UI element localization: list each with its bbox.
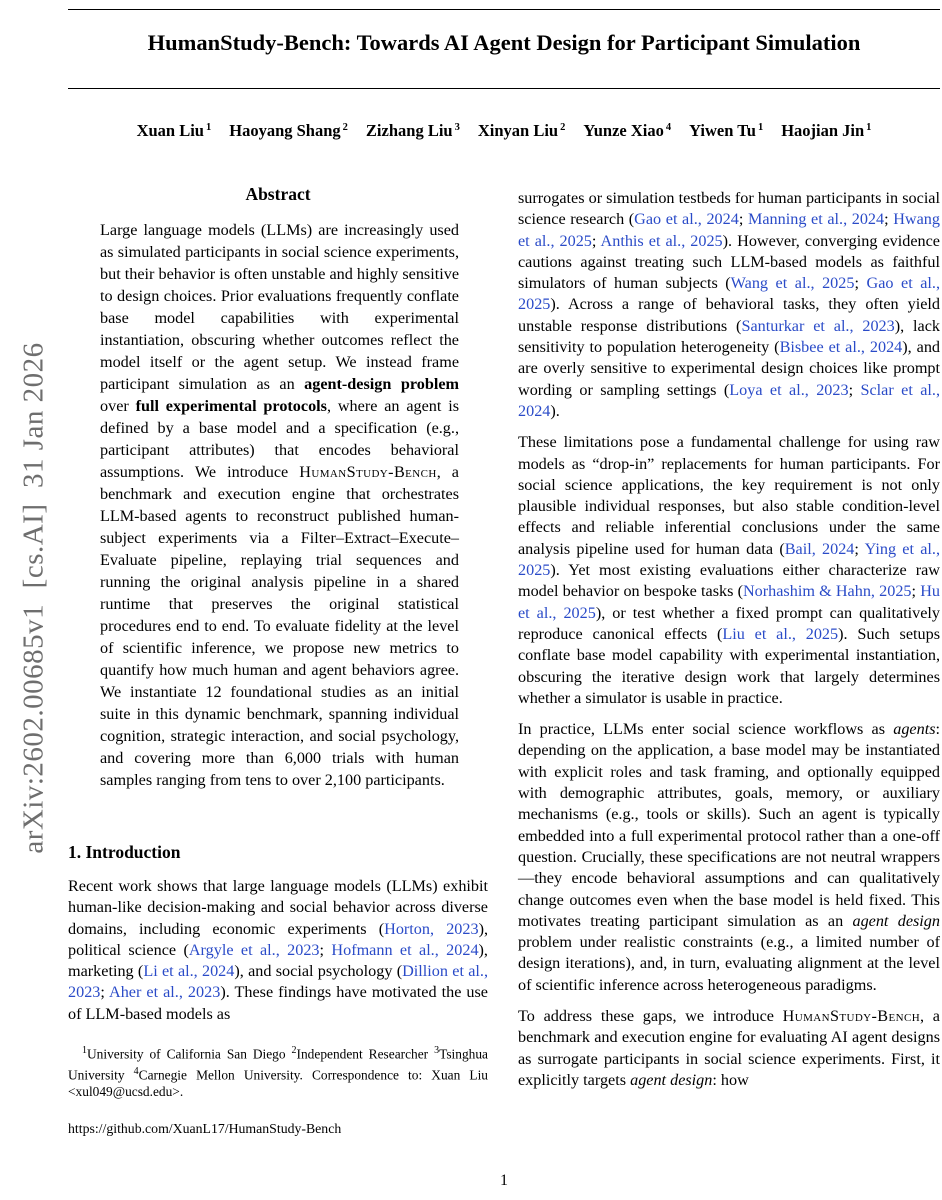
citation-link[interactable]: Hwang et al., 2025 (518, 210, 940, 250)
bold-text: full experimental protocols (135, 397, 327, 415)
author-affiliation-marker: 1 (866, 121, 872, 133)
author-name: Yunze Xiao (583, 121, 664, 140)
author-name: Xinyan Liu (477, 121, 559, 140)
author (689, 121, 763, 140)
citation-link[interactable]: Argyle et al., 2023 (188, 940, 320, 959)
citation-link[interactable]: Anthis et al., 2025 (600, 231, 723, 250)
citation-link[interactable]: Wang et al., 2025 (730, 274, 855, 293)
author-name: Zizhang Liu (365, 121, 453, 140)
author-affiliation-marker: 4 (665, 121, 672, 133)
bold-text: agent-design problem (304, 375, 459, 393)
footnote-marker: 4 (133, 1065, 139, 1077)
citation-link[interactable]: Santurkar et al., 2023 (741, 316, 895, 335)
author-name: Haojian Jin (781, 121, 865, 140)
author (781, 121, 871, 140)
github-link[interactable]: https://github.com/XuanL17/HumanStudy-Bench (68, 1121, 342, 1137)
abstract-text: Large language models (LLMs) are increasingly used as simulated participants in social science experiments, but their behavior is often unstable and highly sensitive to design choices. Prior evaluations frequently conflate base model capabilities with experimental instantiation, obscuring whether outcomes reflect the model itself or the agent setup. We instead frame participant simulation as an agent-design problem over full experimental protocols, where an agent is defined by a base model and a specification (e.g., participant attributes) that encodes behavioral assumptions. We introduce HumanStudy-Bench, a benchmark and execution engine that orchestrates LLM-based agents to reconstruct published human-subject experiments via a Filter–Extract–Execute–Evaluate pipeline, replaying trial sequences and running the original analysis pipeline in a shared runtime that preserves the original statistical procedures end to end. To evaluate fidelity at the level of scientific inference, we propose new metrics to quantify how much human and agent behaviors agree. We instantiate 12 foundational studies as an initial suite in this dynamic benchmark, spanning individual cognition, strategic interaction, and social psychology, and covering more than 6,000 trials with human samples ranging from tens to over 2,100 participants. (100, 221, 459, 789)
page-number: 1 (500, 1172, 508, 1189)
title-rule-top (68, 9, 940, 10)
author-affiliation-marker: 1 (757, 121, 764, 133)
italic-text: agents (893, 720, 936, 739)
paper-title: HumanStudy-Bench: Towards AI Agent Design for Participant Simulation (147, 30, 861, 55)
smallcaps-text: HumanStudy-Bench (299, 463, 437, 481)
smallcaps-text: HumanStudy-Bench (782, 1006, 921, 1025)
paragraph-agents: In practice, LLMs enter social science workflows as agents: depending on the application, a base model may be instantiated with explicit roles and task framing, and optionally equipped with demographic attributes, goals, memory, or auxiliary mechanisms (e.g., tools or skills). Such an agent is typically embedded into a full experimental protocol rather than a one-off question. Crucially, these specifications are not neutral wrappers—they encode behavioral assumptions and can qualitatively change outcomes even when the base model is held fixed. This motivates treating participant simulation as an agent design problem under realistic constraints (e.g., a limited number of design iterations), and, in turn, evaluating alignment at the level of scientific inference across heterogeneous paradigms. (518, 720, 940, 994)
citation-link[interactable]: Loya et al., 2023 (729, 380, 849, 399)
author-list (68, 121, 940, 141)
footnote-affiliations: $^1$University of California San Diego $^2$Independent Researcher $^3$Tsinghua University $^4$Carnegie Mellon University. Correspondence to: Xuan Liu <xul049@ucsd.edu>. (68, 1045, 488, 1100)
citation-link[interactable]: Horton, 2023 (384, 919, 479, 938)
arxiv-watermark: arXiv:2602.00685v1 [cs.AI] 31 Jan 2026 (17, 342, 50, 854)
citation-link[interactable]: Li et al., 2024 (143, 962, 235, 981)
author-name: Xuan Liu (136, 121, 204, 140)
citation-link[interactable]: Gao et al., 2024 (634, 210, 739, 229)
citation-link[interactable]: Bisbee et al., 2024 (779, 338, 903, 357)
author-affiliation-marker: 2 (342, 121, 348, 133)
citation-link[interactable]: Liu et al., 2025 (722, 624, 839, 643)
footnote-marker: 2 (291, 1045, 297, 1057)
author (229, 121, 348, 140)
italic-text: agent design (630, 1070, 713, 1089)
abstract-heading: Abstract (245, 184, 311, 204)
citation-link[interactable]: Norhashim & Hahn, 2025 (742, 582, 912, 601)
citation-link[interactable]: Hu et al., 2025 (518, 582, 941, 622)
author (137, 121, 212, 140)
citation-link[interactable]: Dillion et al., 2023 (68, 962, 488, 1002)
right-column (518, 188, 940, 1101)
author-affiliation-marker: 3 (454, 121, 460, 133)
citation-link[interactable]: Gao et al., 2025 (518, 274, 941, 314)
citation-link[interactable]: Manning et al., 2024 (747, 210, 885, 229)
author-name: Haoyang Shang (229, 121, 341, 140)
author-affiliation-marker: 2 (560, 121, 566, 133)
paragraph-surrogates: surrogates or simulation testbeds for human participants in social science research (Gao et al., 2024; Manning et al., 2024; Hwang et al., 2025; Anthis et al., 2025). However, converging evidence cautions against treating such LLM-based models as faithful simulators of human subjects (Wang et al., 2025; Gao et al., 2025). Across a range of behavioral tasks, they often yield unstable response distributions (Santurkar et al., 2023), lack sensitivity to population heterogeneity (Bisbee et al., 2024), and are overly sensitive to experimental design choices like prompt wording or sampling settings (Loya et al., 2023; Sclar et al., 2024). (518, 189, 941, 420)
intro-paragraph: Recent work shows that large language models (LLMs) exhibit human-like decision-making and social behavior across diverse domains, including economic experiments (Horton, 2023), political science (Argyle et al., 2023; Hofmann et al., 2024), marketing (Li et al., 2024), and social psychology (Dillion et al., 2023; Aher et al., 2023). These findings have motivated the use of LLM-based models as (68, 877, 489, 1023)
citation-link[interactable]: Bail, 2024 (784, 539, 855, 558)
title-rule-bottom (68, 88, 940, 89)
author (583, 121, 671, 140)
author (366, 121, 460, 140)
author (478, 121, 566, 140)
citation-link[interactable]: Ying et al., 2025 (518, 539, 940, 580)
paragraph-contribution: To address these gaps, we introduce HumanStudy-Bench, a benchmark and execution engine for evaluating AI agent designs as surrogate participants in social science experiments. First, it explicitly targets agent design: how (518, 1006, 940, 1089)
citation-link[interactable]: Sclar et al., 2024 (518, 380, 941, 420)
left-column (68, 183, 488, 1137)
footnote-marker: 1 (82, 1045, 87, 1057)
author-name: Yiwen Tu (689, 121, 756, 140)
author-affiliation-marker: 1 (206, 121, 212, 133)
citation-link[interactable]: Hofmann et al., 2024 (331, 940, 479, 959)
footnote-marker: 3 (434, 1045, 440, 1057)
section-heading-introduction: 1. Introduction (68, 842, 181, 862)
citation-link[interactable]: Aher et al., 2023 (109, 983, 221, 1002)
paragraph-limitations: These limitations pose a fundamental challenge for using raw models as “drop-in” replacements for human participants. For social science applications, the key requirement is not only plausible individual responses, but also stable condition-level effects and reliable inferential conclusions under the same analysis pipeline used for human data (Bail, 2024; Ying et al., 2025). Yet most existing evaluations either characterize raw model behavior on bespoke tasks (Norhashim & Hahn, 2025; Hu et al., 2025), or test whether a fixed prompt can qualitatively reproduce canonical effects (Liu et al., 2025). Such setups conflate base model capability with experimental instantiation, obscuring the iterative design work that largely determines whether a simulator is usable in practice. (518, 433, 941, 707)
italic-text: agent design (852, 911, 940, 930)
